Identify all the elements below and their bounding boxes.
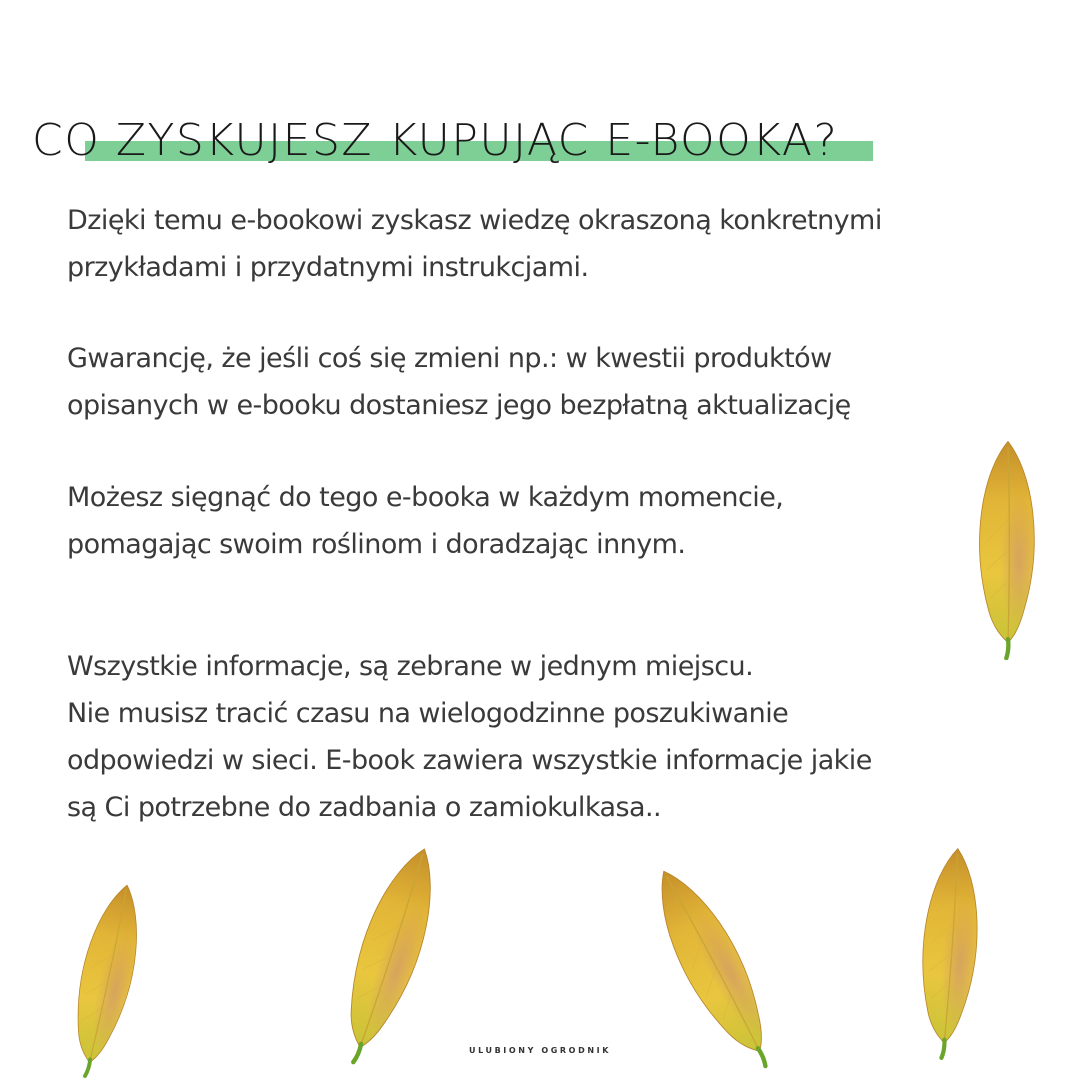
brand-footer: ULUBIONY OGRODNIK [469, 1046, 611, 1055]
page-title: CO ZYSKUJESZ KUPUJĄC E-BOOKA? [32, 115, 839, 166]
benefit-paragraph-anytime: Możesz sięgnąć do tego e-booka w każdym momencie, pomagając swoim roślinom i doradzając innym. [67, 482, 784, 560]
leaf-image [962, 438, 1054, 660]
leaf-image [325, 840, 455, 1070]
benefit-paragraph-knowledge: Dzięki temu e-bookowi zyskasz wiedzę okraszoną konkretnymi przykładami i przydatnymi instrukcjami. [67, 205, 882, 283]
benefit-paragraph-all-info: Wszystkie informacje, są zebrane w jednym miejscu. Nie musisz tracić czasu na wielogodzinne poszukiwanie odpowiedzi w sieci. E-book zawiera wszystkie informacje jakie są Ci potrzebne do zadbania o zamiokulkasa.. [67, 651, 872, 823]
benefit-paragraph-guarantee: Gwarancję, że jeśli coś się zmieni np.: w kwestii produktów opisanych w e-booku dostaniesz jego bezpłatną aktualizację [67, 343, 851, 421]
leaf-image [898, 845, 1003, 1060]
